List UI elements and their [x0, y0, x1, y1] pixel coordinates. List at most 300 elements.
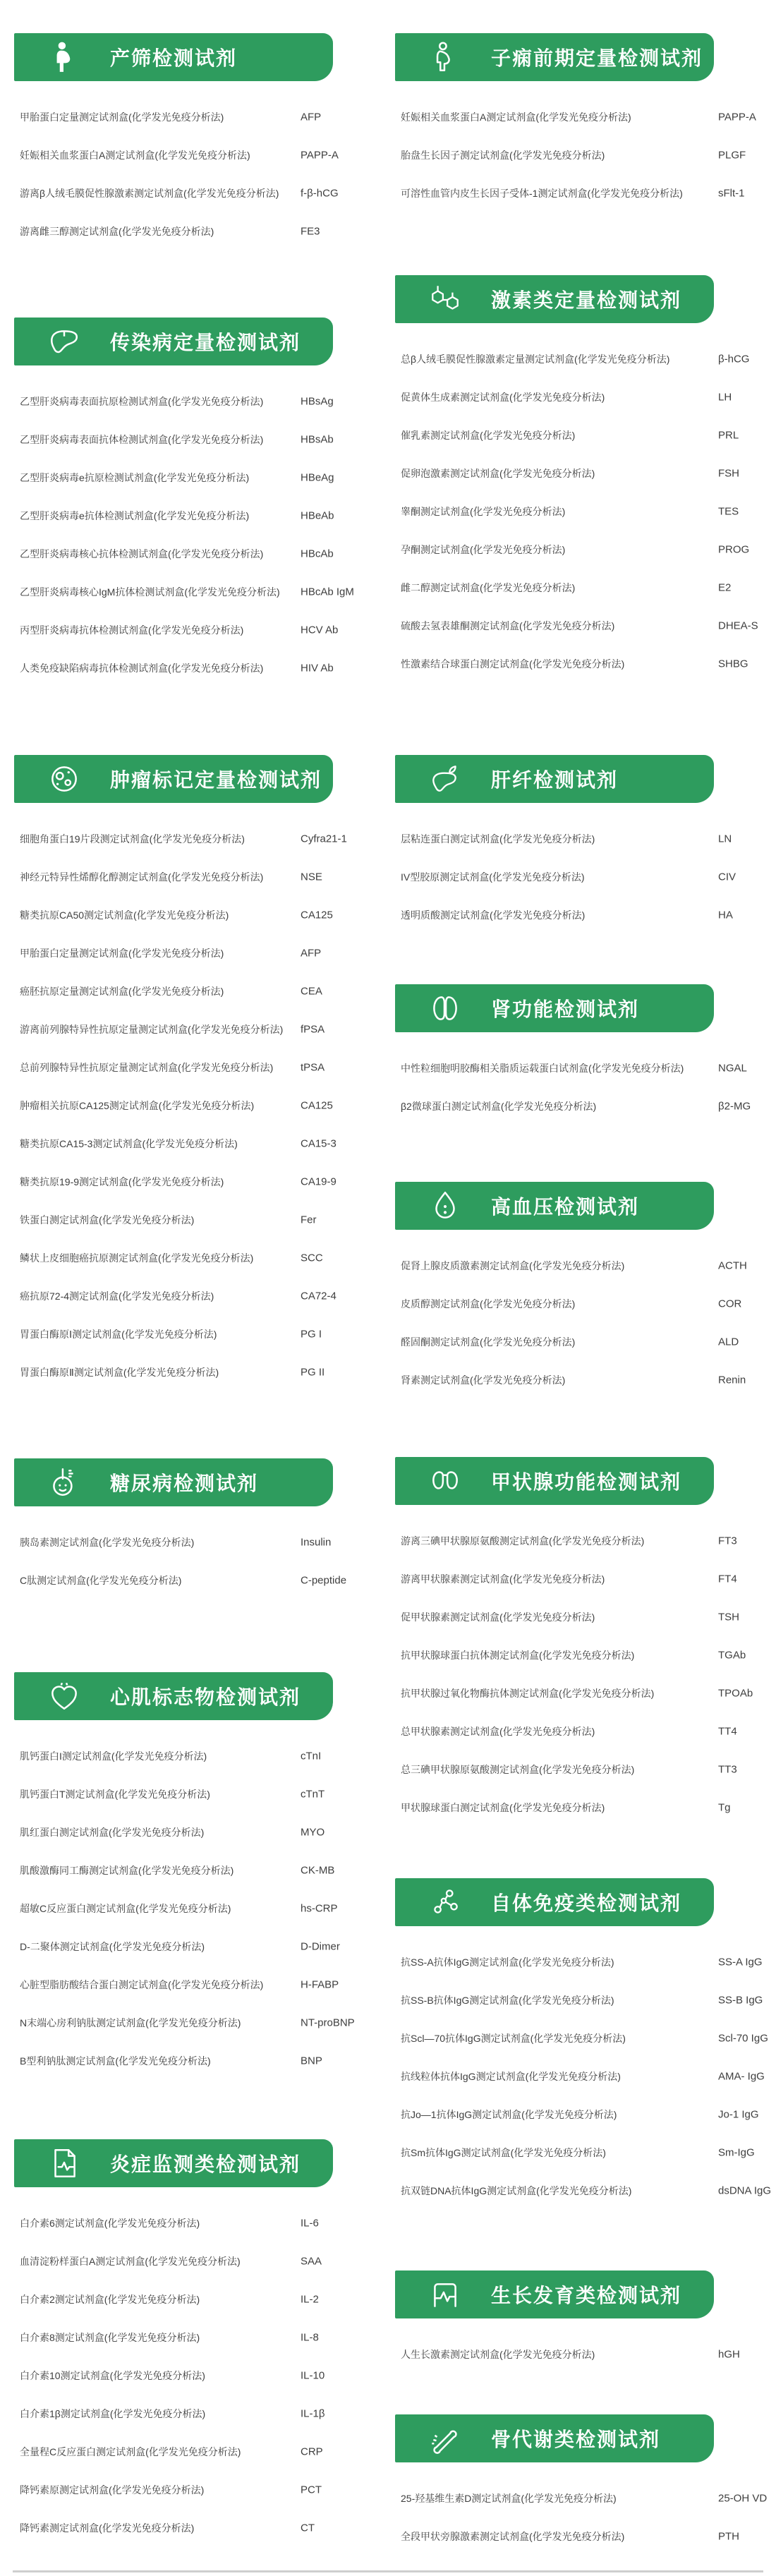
- reagent-name: 全段甲状旁腺激素测定试剂盒(化学发光免疫分析法): [401, 2531, 625, 2542]
- reagent-row: [14, 2433, 381, 2471]
- reagent-abbreviation: FT4: [718, 1573, 737, 1585]
- reagent-abbreviation: AMA- IgG: [718, 2070, 765, 2083]
- reagent-abbreviation: CA72-4: [301, 1290, 337, 1302]
- reagent-abbreviation: IL-1β: [301, 2407, 325, 2420]
- reagent-abbreviation: HBcAb: [301, 548, 334, 560]
- section-title: 肾功能检测试剂: [491, 998, 640, 1020]
- reagent-row: [14, 896, 381, 934]
- reagent-name: 血清淀粉样蛋白A测定试剂盒(化学发光免疫分析法): [20, 2256, 241, 2267]
- reagent-name: 肌酸激酶同工酶测定试剂盒(化学发光免疫分析法): [20, 1865, 234, 1876]
- reagent-name: 癌抗原72-4测定试剂盒(化学发光免疫分析法): [20, 1290, 214, 1302]
- molecule-network-icon: [426, 1883, 464, 1921]
- reagent-abbreviation: SHBG: [718, 658, 748, 670]
- reagent-row: [14, 934, 381, 972]
- section-growth-pulse: [395, 2270, 762, 2374]
- reagent-row: [14, 2395, 381, 2433]
- reagent-name: 肌红蛋白测定试剂盒(化学发光免疫分析法): [20, 1827, 205, 1838]
- section-thyroid: [395, 1457, 762, 1827]
- reagent-abbreviation: D-Dimer: [301, 1940, 340, 1953]
- reagent-abbreviation: CT: [301, 2522, 315, 2534]
- reagent-row: [14, 2004, 381, 2042]
- reagent-abbreviation: TGAb: [718, 1649, 746, 1662]
- reagent-abbreviation: COR: [718, 1298, 742, 1310]
- reagent-row: [14, 611, 381, 649]
- reagent-row: [395, 820, 762, 858]
- reagent-name: 人生长激素测定试剂盒(化学发光免疫分析法): [401, 2349, 595, 2360]
- reagent-list: [395, 340, 762, 683]
- reagent-name: 白介素8测定试剂盒(化学发光免疫分析法): [20, 2332, 200, 2343]
- reagent-row: [14, 1048, 381, 1087]
- section-header: [14, 2139, 333, 2187]
- reagent-row: [395, 1560, 762, 1598]
- reagent-abbreviation: Renin: [718, 1374, 746, 1386]
- tumor-cells-icon: [45, 760, 83, 798]
- reagent-abbreviation: SAA: [301, 2255, 322, 2268]
- reagent-row: [395, 1636, 762, 1674]
- section-hormone-molecule: [395, 275, 762, 683]
- section-header: [395, 2414, 714, 2462]
- reagent-name: 人类免疫缺陷病毒抗体检测试剂盒(化学发光免疫分析法): [20, 663, 264, 674]
- reagent-row: [395, 1285, 762, 1323]
- reagent-row: [14, 2280, 381, 2318]
- reagent-name: 肾素测定试剂盒(化学发光免疫分析法): [401, 1374, 566, 1386]
- reagent-abbreviation: sFlt-1: [718, 187, 745, 200]
- reagent-name: 抗Jo—1抗体IgG测定试剂盒(化学发光免疫分析法): [401, 2109, 617, 2120]
- reagent-name: 胎盘生长因子测定试剂盒(化学发光免疫分析法): [401, 150, 605, 161]
- reagent-name: 乙型肝炎病毒核心抗体检测试剂盒(化学发光免疫分析法): [20, 548, 264, 560]
- reagent-name: 抗Scl—70抗体IgG测定试剂盒(化学发光免疫分析法): [401, 2033, 626, 2044]
- reagent-abbreviation: AFP: [301, 947, 322, 960]
- reagent-row: [14, 212, 381, 250]
- reagent-abbreviation: f-β-hCG: [301, 187, 339, 200]
- reagent-row: [395, 645, 762, 683]
- reagent-row: [395, 896, 762, 934]
- reagent-name: 催乳素测定试剂盒(化学发光免疫分析法): [401, 430, 576, 441]
- reagent-abbreviation: β2-MG: [718, 1100, 751, 1113]
- reagent-row: [14, 2042, 381, 2080]
- growth-pulse-icon: [426, 2275, 464, 2314]
- reagent-row: [14, 98, 381, 136]
- reagent-name: 超敏C反应蛋白测定试剂盒(化学发光免疫分析法): [20, 1903, 231, 1914]
- reagent-row: [395, 174, 762, 212]
- section-title: 高血压检测试剂: [491, 1196, 640, 1218]
- reagent-row: [395, 2096, 762, 2134]
- reagent-name: β2微球蛋白测定试剂盒(化学发光免疫分析法): [401, 1101, 597, 1112]
- reagent-abbreviation: dsDNA IgG: [718, 2184, 772, 2197]
- reagent-abbreviation: cTnI: [301, 1750, 322, 1762]
- reagent-abbreviation: IL-6: [301, 2217, 319, 2230]
- reagent-name: 醛固酮测定试剂盒(化学发光免疫分析法): [401, 1336, 576, 1348]
- reagent-row: [395, 1087, 762, 1125]
- reagent-name: 乙型肝炎病毒核心IgM抗体检测试剂盒(化学发光免疫分析法): [20, 586, 280, 598]
- section-title: 肝纤检测试剂: [491, 769, 619, 791]
- droplet-icon: [426, 1187, 464, 1225]
- section-title: 传染病定量检测试剂: [110, 332, 301, 353]
- reagent-abbreviation: TT4: [718, 1725, 737, 1738]
- reagent-row: [14, 535, 381, 573]
- reagent-name: 总三碘甲状腺原氨酸测定试剂盒(化学发光免疫分析法): [401, 1764, 635, 1775]
- reagent-name: 白介素6测定试剂盒(化学发光免疫分析法): [20, 2218, 200, 2229]
- reagent-name: 癌胚抗原定量测定试剂盒(化学发光免疫分析法): [20, 986, 224, 997]
- reagent-list: [395, 1049, 762, 1125]
- reagent-row: [14, 1277, 381, 1315]
- section-title: 自体免疫类检测试剂: [491, 1892, 682, 1914]
- reagent-row: [14, 2357, 381, 2395]
- reagent-list: [395, 2335, 762, 2374]
- reagent-name: 透明质酸测定试剂盒(化学发光免疫分析法): [401, 909, 586, 921]
- reagent-row: [395, 98, 762, 136]
- reagent-abbreviation: Tg: [718, 1801, 731, 1814]
- reagent-name: 细胞角蛋白19片段测定试剂盒(化学发光免疫分析法): [20, 833, 245, 845]
- reagent-name: 游离甲状腺素测定试剂盒(化学发光免疫分析法): [401, 1573, 605, 1585]
- reagent-abbreviation: PCT: [301, 2484, 322, 2496]
- reagent-name: 肌钙蛋白I测定试剂盒(化学发光免疫分析法): [20, 1750, 207, 1762]
- reagent-row: [395, 1674, 762, 1712]
- reagent-list: [395, 820, 762, 934]
- reagent-name: 心脏型脂肪酸结合蛋白测定试剂盒(化学发光免疫分析法): [20, 1979, 264, 1990]
- reagent-row: [395, 1789, 762, 1827]
- reagent-name: 甲胎蛋白定量测定试剂盒(化学发光免疫分析法): [20, 111, 224, 123]
- reagent-abbreviation: AFP: [301, 111, 322, 123]
- reagent-list: [395, 1247, 762, 1399]
- reagent-name: 促黄体生成素测定试剂盒(化学发光免疫分析法): [401, 392, 605, 403]
- reagent-abbreviation: LH: [718, 391, 732, 404]
- reagent-name: 总甲状腺素测定试剂盒(化学发光免疫分析法): [401, 1726, 595, 1737]
- section-document-pulse: [14, 2139, 381, 2547]
- reagent-abbreviation: CRP: [301, 2445, 323, 2458]
- footer-divider: [13, 2570, 763, 2572]
- reagent-row: [395, 2517, 762, 2556]
- reagent-name: 孕酮测定试剂盒(化学发光免疫分析法): [401, 544, 566, 555]
- reagent-list: [395, 1943, 772, 2210]
- reagent-row: [14, 421, 381, 459]
- reagent-row: [14, 858, 381, 896]
- reagent-abbreviation: NSE: [301, 871, 322, 883]
- reagent-abbreviation: FT3: [718, 1535, 737, 1547]
- reagent-abbreviation: Fer: [301, 1214, 317, 1226]
- reagent-row: [14, 1889, 381, 1928]
- reagent-abbreviation: cTnT: [301, 1788, 325, 1801]
- reagent-row: [14, 2509, 381, 2547]
- section-pregnant-woman-outline: [395, 33, 762, 212]
- reagent-abbreviation: Sm-IgG: [718, 2146, 755, 2159]
- reagent-abbreviation: ACTH: [718, 1259, 747, 1272]
- reagent-row: [395, 1522, 762, 1560]
- reagent-abbreviation: SS-B IgG: [718, 1994, 763, 2007]
- section-header: [395, 275, 714, 323]
- reagent-row: [14, 1201, 381, 1239]
- reagent-name: 胃蛋白酶原Ⅱ测定试剂盒(化学发光免疫分析法): [20, 1367, 219, 1378]
- reagent-list: [14, 1523, 381, 1600]
- section-droplet: [395, 1182, 762, 1399]
- reagent-abbreviation: CEA: [301, 985, 322, 998]
- reagent-name: 降钙素原测定试剂盒(化学发光免疫分析法): [20, 2484, 205, 2496]
- section-liver-leaf: [395, 755, 762, 934]
- reagent-name: 抗甲状腺球蛋白抗体测定试剂盒(化学发光免疫分析法): [401, 1650, 635, 1661]
- section-header: [14, 1672, 333, 1720]
- section-title: 心肌标志物检测试剂: [110, 1686, 301, 1708]
- reagent-row: [395, 340, 762, 378]
- reagent-abbreviation: PROG: [718, 543, 750, 556]
- reagent-row: [395, 2134, 762, 2172]
- reagent-row: [395, 1943, 762, 1981]
- reagent-name: 妊娠相关血浆蛋白A测定试剂盒(化学发光免疫分析法): [401, 111, 631, 123]
- reagent-row: [14, 1523, 381, 1561]
- reagent-name: B型利钠肽测定试剂盒(化学发光免疫分析法): [20, 2055, 211, 2067]
- reagent-name: 乙型肝炎病毒e抗原检测试剂盒(化学发光免疫分析法): [20, 472, 250, 483]
- section-title: 子痫前期定量检测试剂: [491, 47, 703, 69]
- reagent-row: [14, 1163, 381, 1201]
- reagent-abbreviation: DHEA-S: [718, 619, 758, 632]
- reagent-abbreviation: LN: [718, 833, 732, 845]
- section-title: 糖尿病检测试剂: [110, 1473, 259, 1494]
- reagent-row: [14, 972, 381, 1010]
- reagent-name: 睾酮测定试剂盒(化学发光免疫分析法): [401, 506, 566, 517]
- reagent-name: 乙型肝炎病毒e抗体检测试剂盒(化学发光免疫分析法): [20, 510, 250, 521]
- reagent-row: [395, 454, 762, 492]
- section-kidneys: [395, 984, 762, 1125]
- reagent-abbreviation: HBsAg: [301, 395, 334, 408]
- reagent-abbreviation: TT3: [718, 1763, 737, 1776]
- reagent-name: C肽测定试剂盒(化学发光免疫分析法): [20, 1575, 182, 1586]
- reagent-row: [14, 1010, 381, 1048]
- section-header: [395, 33, 714, 81]
- reagent-row: [395, 531, 762, 569]
- reagent-name: 性激素结合球蛋白测定试剂盒(化学发光免疫分析法): [401, 658, 625, 670]
- reagent-name: 游离β人绒毛膜促性腺激素测定试剂盒(化学发光免疫分析法): [20, 188, 279, 199]
- reagent-abbreviation: CIV: [718, 871, 736, 883]
- reagent-name: 游离雌三醇测定试剂盒(化学发光免疫分析法): [20, 226, 214, 237]
- reagent-name: 总前列腺特异性抗原定量测定试剂盒(化学发光免疫分析法): [20, 1062, 274, 1073]
- reagent-abbreviation: hs-CRP: [301, 1902, 338, 1915]
- section-header: [395, 1878, 714, 1926]
- reagent-name: 肌钙蛋白T测定试剂盒(化学发光免疫分析法): [20, 1789, 210, 1800]
- hormone-molecule-icon: [426, 280, 464, 318]
- reagent-name: 抗SS-A抗体IgG测定试剂盒(化学发光免疫分析法): [401, 1957, 614, 1968]
- reagent-row: [14, 382, 381, 421]
- reagent-name: 神经元特异性烯醇化醇测定试剂盒(化学发光免疫分析法): [20, 871, 264, 883]
- reagent-row: [395, 1598, 762, 1636]
- reagent-abbreviation: HCV Ab: [301, 624, 339, 636]
- reagent-name: 糖类抗原CA50测定试剂盒(化学发光免疫分析法): [20, 909, 229, 921]
- reagent-list: [14, 382, 381, 687]
- kidneys-icon: [426, 989, 464, 1027]
- reagent-name: IV型胶原测定试剂盒(化学发光免疫分析法): [401, 871, 585, 883]
- reagent-abbreviation: tPSA: [301, 1061, 325, 1074]
- reagent-row: [395, 1323, 762, 1361]
- section-header: [395, 1182, 714, 1230]
- reagent-row: [14, 2242, 381, 2280]
- reagent-row: [14, 2471, 381, 2509]
- reagent-abbreviation: FSH: [718, 467, 739, 480]
- reagent-row: [395, 378, 762, 416]
- reagent-name: 雌二醇测定试剂盒(化学发光免疫分析法): [401, 582, 576, 593]
- reagent-name: 抗线粒体抗体IgG测定试剂盒(化学发光免疫分析法): [401, 2071, 621, 2082]
- reagent-abbreviation: TSH: [718, 1611, 739, 1623]
- reagent-row: [395, 2172, 772, 2210]
- reagent-name: 白介素10测定试剂盒(化学发光免疫分析法): [20, 2370, 205, 2381]
- reagent-row: [14, 136, 381, 174]
- reagent-abbreviation: FE3: [301, 225, 320, 238]
- reagent-abbreviation: PG II: [301, 1366, 325, 1379]
- section-title: 激素类定量检测试剂: [491, 289, 682, 311]
- liver-leaf-icon: [426, 760, 464, 798]
- reagent-name: 丙型肝炎病毒抗体检测试剂盒(化学发光免疫分析法): [20, 624, 244, 636]
- reagent-abbreviation: Jo-1 IgG: [718, 2108, 759, 2121]
- reagent-list: [14, 820, 381, 1391]
- reagent-abbreviation: HIV Ab: [301, 662, 334, 675]
- liver-icon: [45, 322, 83, 361]
- reagent-abbreviation: PRL: [718, 429, 739, 442]
- reagent-row: [14, 1087, 381, 1125]
- reagent-row: [395, 1049, 762, 1087]
- reagent-abbreviation: HBcAb IgM: [301, 586, 354, 598]
- reagent-row: [14, 649, 381, 687]
- reagent-name: 乙型肝炎病毒表面抗原检测试剂盒(化学发光免疫分析法): [20, 396, 264, 407]
- reagent-name: 促卵泡激素测定试剂盒(化学发光免疫分析法): [401, 468, 595, 479]
- reagent-name: 层粘连蛋白测定试剂盒(化学发光免疫分析法): [401, 833, 595, 845]
- reagent-row: [395, 1361, 762, 1399]
- reagent-abbreviation: TES: [718, 505, 739, 518]
- reagent-abbreviation: Scl-70 IgG: [718, 2032, 768, 2045]
- reagent-name: 糖类抗原CA15-3测定试剂盒(化学发光免疫分析法): [20, 1138, 238, 1149]
- reagent-name: 抗双链DNA抗体IgG测定试剂盒(化学发光免疫分析法): [401, 2185, 632, 2196]
- reagent-name: 铁蛋白测定试剂盒(化学发光免疫分析法): [20, 1214, 195, 1226]
- reagent-row: [14, 820, 381, 858]
- reagent-abbreviation: HBeAg: [301, 471, 334, 484]
- section-header: [395, 984, 714, 1032]
- reagent-name: 游离三碘甲状腺原氨酸测定试剂盒(化学发光免疫分析法): [401, 1535, 645, 1547]
- reagent-name: N末端心房利钠肽测定试剂盒(化学发光免疫分析法): [20, 2017, 241, 2028]
- reagent-row: [14, 1928, 381, 1966]
- section-title: 骨代谢类检测试剂: [491, 2429, 661, 2450]
- section-molecule-network: [395, 1878, 772, 2210]
- reagent-name: 全量程C反应蛋白测定试剂盒(化学发光免疫分析法): [20, 2446, 241, 2457]
- reagent-row: [14, 1775, 381, 1813]
- reagent-row: [14, 1737, 381, 1775]
- reagent-abbreviation: β-hCG: [718, 353, 750, 365]
- reagent-row: [395, 1247, 762, 1285]
- reagent-list: [395, 98, 762, 212]
- reagent-row: [395, 2479, 768, 2517]
- reagent-abbreviation: NGAL: [718, 1062, 747, 1075]
- section-bone-joint: [395, 2414, 768, 2556]
- reagent-row: [14, 2204, 381, 2242]
- reagent-abbreviation: SCC: [301, 1252, 323, 1264]
- reagent-abbreviation: IL-8: [301, 2331, 319, 2344]
- reagent-row: [14, 1125, 381, 1163]
- reagent-abbreviation: CA125: [301, 1099, 333, 1112]
- reagent-abbreviation: ALD: [718, 1336, 739, 1348]
- reagent-row: [14, 459, 381, 497]
- reagent-abbreviation: SS-A IgG: [718, 1956, 763, 1969]
- reagent-abbreviation: IL-10: [301, 2369, 325, 2382]
- reagent-name: 鳞状上皮细胞癌抗原测定试剂盒(化学发光免疫分析法): [20, 1252, 254, 1264]
- reagent-name: 25-羟基维生素D测定试剂盒(化学发光免疫分析法): [401, 2493, 617, 2504]
- reagent-row: [14, 497, 381, 535]
- section-header: [395, 755, 714, 803]
- reagent-name: D-二聚体测定试剂盒(化学发光免疫分析法): [20, 1941, 205, 1952]
- reagent-name: 促肾上腺皮质激素测定试剂盒(化学发光免疫分析法): [401, 1260, 625, 1271]
- reagent-abbreviation: CA19-9: [301, 1175, 337, 1188]
- section-title: 肿瘤标记定量检测试剂: [110, 769, 322, 791]
- reagent-name: 抗SS-B抗体IgG测定试剂盒(化学发光免疫分析法): [401, 1995, 614, 2006]
- reagent-name: 硫酸去氢表雄酮测定试剂盒(化学发光免疫分析法): [401, 620, 615, 631]
- reagent-name: 降钙素测定试剂盒(化学发光免疫分析法): [20, 2522, 195, 2534]
- reagent-row: [395, 136, 762, 174]
- reagent-row: [395, 1981, 762, 2019]
- section-title: 甲状腺功能检测试剂: [491, 1471, 682, 1493]
- reagent-name: 胃蛋白酶原Ⅰ测定试剂盒(化学发光免疫分析法): [20, 1329, 217, 1340]
- glucometer-face-icon: [45, 1463, 83, 1501]
- reagent-name: 乙型肝炎病毒表面抗体检测试剂盒(化学发光免疫分析法): [20, 434, 264, 445]
- reagent-row: [395, 2019, 768, 2057]
- reagent-row: [395, 858, 762, 896]
- section-title: 产筛检测试剂: [110, 47, 238, 69]
- reagent-row: [395, 1712, 762, 1750]
- reagent-abbreviation: Insulin: [301, 1536, 332, 1549]
- reagent-row: [14, 573, 381, 611]
- reagent-name: 皮质醇测定试剂盒(化学发光免疫分析法): [401, 1298, 576, 1310]
- section-header: [14, 318, 333, 365]
- reagent-abbreviation: H-FABP: [301, 1978, 339, 1991]
- pregnant-woman-outline-icon: [426, 38, 464, 76]
- reagent-abbreviation: HBeAb: [301, 509, 334, 522]
- reagent-list: [14, 98, 381, 250]
- reagent-name: 游离前列腺特异性抗原定量测定试剂盒(化学发光免疫分析法): [20, 1024, 284, 1035]
- reagent-abbreviation: Cyfra21-1: [301, 833, 347, 845]
- section-header: [14, 1458, 333, 1506]
- reagent-row: [395, 492, 762, 531]
- section-tumor-cells: [14, 755, 381, 1391]
- section-header: [14, 755, 333, 803]
- reagent-row: [14, 1966, 381, 2004]
- reagent-row: [14, 2318, 381, 2357]
- reagent-name: 糖类抗原19-9测定试剂盒(化学发光免疫分析法): [20, 1176, 224, 1187]
- reagent-abbreviation: E2: [718, 581, 732, 594]
- reagent-row: [14, 1315, 381, 1353]
- reagent-name: 妊娠相关血浆蛋白A测定试剂盒(化学发光免疫分析法): [20, 150, 250, 161]
- reagent-abbreviation: PLGF: [718, 149, 746, 162]
- reagent-abbreviation: TPOAb: [718, 1687, 753, 1700]
- reagent-abbreviation: CA15-3: [301, 1137, 337, 1150]
- reagent-name: 促甲状腺素测定试剂盒(化学发光免疫分析法): [401, 1611, 595, 1623]
- thyroid-icon: [426, 1462, 464, 1500]
- reagent-row: [14, 1813, 381, 1851]
- reagent-row: [395, 607, 762, 645]
- reagent-row: [395, 416, 762, 454]
- document-pulse-icon: [45, 2144, 83, 2182]
- section-header: [395, 1457, 714, 1505]
- reagent-abbreviation: CA125: [301, 909, 333, 921]
- reagent-row: [14, 1851, 381, 1889]
- reagent-abbreviation: PAPP-A: [301, 149, 339, 162]
- section-liver: [14, 318, 381, 687]
- reagent-abbreviation: HBsAb: [301, 433, 334, 446]
- reagent-abbreviation: PG I: [301, 1328, 322, 1341]
- reagent-list: [395, 1522, 762, 1827]
- reagent-name: 总β人绒毛膜促性腺激素定量测定试剂盒(化学发光免疫分析法): [401, 353, 670, 365]
- reagent-abbreviation: C-peptide: [301, 1574, 347, 1587]
- reagent-abbreviation: hGH: [718, 2348, 740, 2361]
- reagent-row: [14, 1353, 381, 1391]
- section-title: 生长发育类检测试剂: [491, 2285, 682, 2306]
- reagent-abbreviation: NT-proBNP: [301, 2016, 355, 2029]
- reagent-abbreviation: MYO: [301, 1826, 325, 1839]
- reagent-row: [14, 1239, 381, 1277]
- reagent-list: [14, 2204, 381, 2547]
- reagent-abbreviation: PAPP-A: [718, 111, 756, 123]
